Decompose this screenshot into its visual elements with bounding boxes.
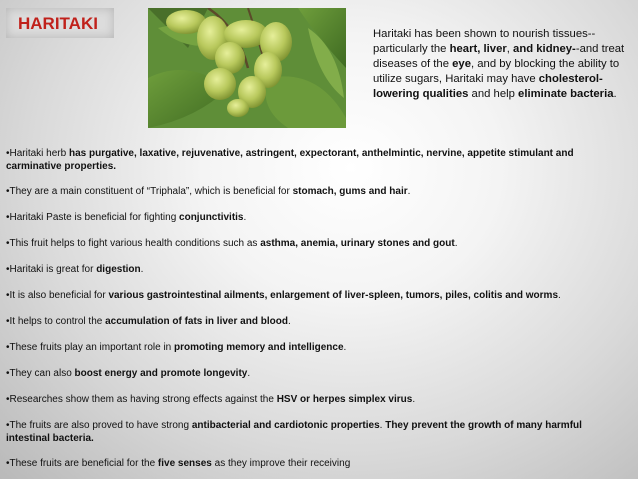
text-segment: •They can also: [6, 368, 75, 379]
list-item: [6, 212, 616, 225]
bold-text: They prevent the growth of many harmful intestinal bacteria.: [6, 420, 582, 444]
list-item: [6, 368, 616, 381]
list-item: [6, 186, 616, 199]
text-segment: .: [558, 290, 561, 301]
text-segment: •It helps to control the: [6, 316, 106, 327]
text-segment: as they improve their receiving: [211, 458, 351, 469]
text-segment: .: [412, 394, 416, 405]
bold-text: cholesterol-lowering qualities: [373, 73, 603, 100]
text-segment: .: [454, 238, 458, 249]
bold-text: conjunctivitis: [179, 212, 244, 223]
text-segment: -and treat diseases of the: [373, 43, 625, 70]
list-item: [6, 394, 616, 407]
text-segment: •These fruits are beneficial for the: [6, 458, 158, 469]
text-segment: , and by blocking the ability to utilize sugars, Haritaki may have: [373, 58, 620, 85]
bold-text: promoting memory and intelligence: [174, 342, 344, 353]
bold-text: eye: [452, 58, 471, 70]
list-item: [6, 458, 616, 471]
bold-text: eliminate bacteria: [518, 88, 614, 100]
text-segment: •The fruits are also proved to have strong: [6, 420, 192, 431]
bold-text: heart, liver: [449, 43, 507, 55]
bold-text: antibacterial and cardiotonic properties: [191, 420, 380, 431]
text-segment: .: [407, 186, 411, 197]
text-segment: •Haritaki is great for: [6, 264, 97, 275]
list-item: [6, 148, 616, 173]
intro-paragraph: [373, 27, 628, 102]
text-segment: •Haritaki herb: [6, 148, 69, 159]
text-segment: .: [613, 88, 617, 100]
bold-text: boost energy and promote longevity: [74, 368, 248, 379]
bold-text: asthma, anemia, urinary stones and gout: [260, 238, 455, 249]
text-segment: •This fruit helps to fight various health conditions such as: [6, 238, 261, 249]
text-segment: •These fruits play an important role in: [6, 342, 175, 353]
haritaki-fruit-photo: [148, 8, 346, 128]
bold-text: has purgative, laxative, rejuvenative, astringent, expectorant, anthelmintic, nervine, appetite stimulant and carminative properties.: [6, 148, 574, 172]
list-item: [6, 290, 616, 303]
bold-text: HSV or herpes simplex virus: [276, 394, 413, 405]
text-segment: .: [140, 264, 144, 275]
text-segment: .: [243, 212, 247, 223]
bold-text: stomach, gums and hair: [292, 186, 408, 197]
list-item: [6, 342, 616, 355]
list-item: [6, 264, 616, 277]
text-segment: and help: [468, 88, 519, 100]
bold-text: five senses: [157, 458, 212, 469]
text-segment: •Haritaki Paste is beneficial for fighting: [6, 212, 180, 223]
text-segment: ,: [506, 43, 514, 55]
list-item: [6, 316, 616, 329]
text-segment: •They are a main constituent of “Triphala”, which is beneficial for: [6, 186, 293, 197]
page-title: HARITAKI: [6, 8, 114, 38]
bold-text: and kidney-: [513, 43, 576, 55]
list-item: [6, 238, 616, 251]
text-segment: .: [247, 368, 251, 379]
text-segment: .: [343, 342, 347, 353]
text-segment: •It is also beneficial for: [6, 290, 109, 301]
list-item: [6, 420, 616, 445]
text-segment: •Researches show them as having strong effects against the: [6, 394, 277, 405]
bold-text: digestion: [96, 264, 141, 275]
text-segment: .: [287, 316, 291, 327]
bold-text: accumulation of fats in liver and blood: [105, 316, 288, 327]
bold-text: various gastrointestinal ailments, enlargement of liver-spleen, tumors, piles, colitis and worms: [108, 290, 559, 301]
text-segment: .: [379, 420, 386, 431]
text-segment: Haritaki has been shown to nourish tissues--particularly the: [373, 28, 596, 55]
